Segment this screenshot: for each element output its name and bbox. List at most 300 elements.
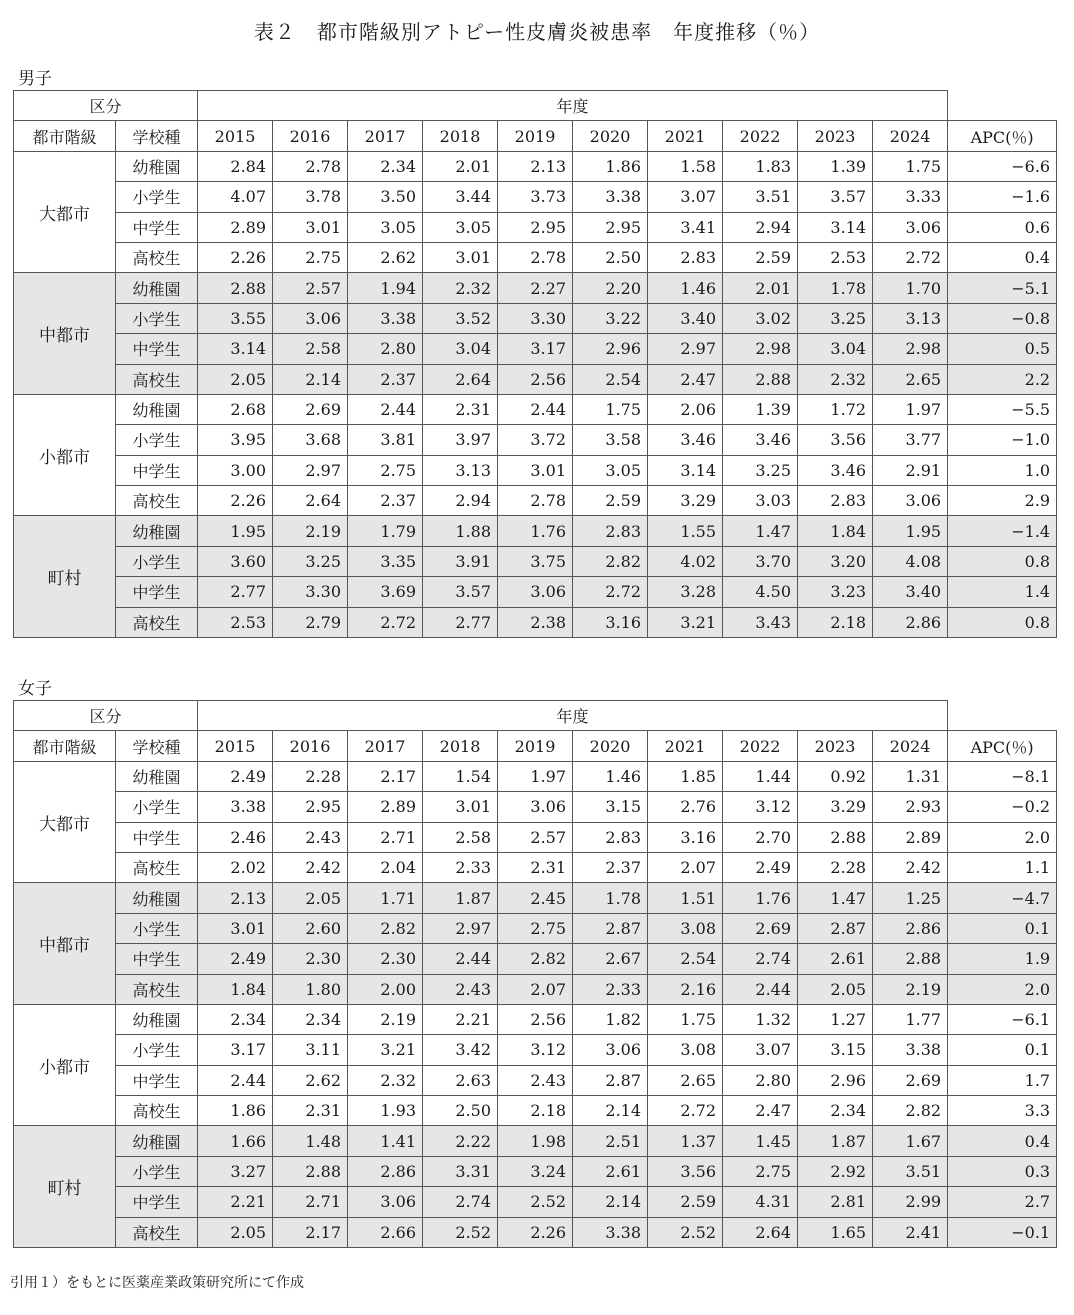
rate-cell: 3.56 bbox=[648, 1156, 723, 1186]
rate-cell: 2.44 bbox=[723, 974, 798, 1004]
apc-cell: −1.0 bbox=[948, 425, 1057, 455]
rate-cell: 2.44 bbox=[198, 1065, 273, 1095]
kubun-header: 区分 bbox=[14, 701, 198, 731]
rate-cell: 3.57 bbox=[423, 577, 498, 607]
rate-cell: 2.92 bbox=[798, 1156, 873, 1186]
apc-cell: 3.3 bbox=[948, 1096, 1057, 1126]
table-row bbox=[14, 394, 1057, 424]
rate-cell: 2.05 bbox=[273, 883, 348, 913]
table-row bbox=[14, 303, 1057, 333]
rate-cell: 3.01 bbox=[423, 792, 498, 822]
apc-cell: 2.0 bbox=[948, 974, 1057, 1004]
rate-cell: 3.95 bbox=[198, 425, 273, 455]
school-type-cell: 高校生 bbox=[116, 364, 198, 394]
rate-cell: 2.75 bbox=[498, 913, 573, 943]
rate-cell: 1.76 bbox=[723, 883, 798, 913]
rate-cell: 2.05 bbox=[798, 974, 873, 1004]
rate-cell: 3.11 bbox=[273, 1035, 348, 1065]
school-type-cell: 中学生 bbox=[116, 1065, 198, 1095]
rate-cell: 1.77 bbox=[873, 1004, 948, 1034]
rate-cell: 3.38 bbox=[573, 182, 648, 212]
rate-cell: 2.58 bbox=[273, 334, 348, 364]
table-row bbox=[14, 486, 1057, 516]
rate-cell: 3.70 bbox=[723, 546, 798, 576]
apc-cell: 1.4 bbox=[948, 577, 1057, 607]
rate-cell: 3.29 bbox=[798, 792, 873, 822]
rate-cell: 1.85 bbox=[648, 761, 723, 791]
rate-cell: 2.77 bbox=[198, 577, 273, 607]
year-header: 2021 bbox=[648, 121, 723, 151]
school-type-cell: 幼稚園 bbox=[116, 151, 198, 181]
school-type-cell: 高校生 bbox=[116, 1096, 198, 1126]
rate-cell: 2.95 bbox=[273, 792, 348, 822]
rate-cell: 3.05 bbox=[423, 212, 498, 242]
rate-cell: 1.88 bbox=[423, 516, 498, 546]
rate-cell: 2.16 bbox=[648, 974, 723, 1004]
rate-cell: 1.47 bbox=[798, 883, 873, 913]
rate-cell: 2.94 bbox=[723, 212, 798, 242]
rate-cell: 2.19 bbox=[348, 1004, 423, 1034]
rate-cell: 2.57 bbox=[498, 822, 573, 852]
table-row bbox=[14, 546, 1057, 576]
rate-cell: 1.70 bbox=[873, 273, 948, 303]
rate-cell: 2.26 bbox=[498, 1217, 573, 1247]
rate-cell: 2.78 bbox=[498, 486, 573, 516]
rate-cell: 1.87 bbox=[423, 883, 498, 913]
rate-cell: 2.49 bbox=[198, 944, 273, 974]
rate-cell: 2.78 bbox=[498, 242, 573, 272]
rate-cell: 2.44 bbox=[348, 394, 423, 424]
rate-cell: 2.65 bbox=[648, 1065, 723, 1095]
rate-cell: 2.01 bbox=[723, 273, 798, 303]
rate-cell: 4.50 bbox=[723, 577, 798, 607]
apc-cell: 2.0 bbox=[948, 822, 1057, 852]
school-type-cell: 小学生 bbox=[116, 913, 198, 943]
rate-cell: 1.51 bbox=[648, 883, 723, 913]
male-table bbox=[13, 90, 1057, 638]
rate-cell: 3.22 bbox=[573, 303, 648, 333]
rate-cell: 2.31 bbox=[273, 1096, 348, 1126]
rate-cell: 3.12 bbox=[723, 792, 798, 822]
year-header: 2023 bbox=[798, 731, 873, 761]
rate-cell: 0.92 bbox=[798, 761, 873, 791]
rate-cell: 2.46 bbox=[198, 822, 273, 852]
rate-cell: 2.88 bbox=[873, 944, 948, 974]
rate-cell: 2.33 bbox=[423, 852, 498, 882]
rate-cell: 1.82 bbox=[573, 1004, 648, 1034]
rate-cell: 3.15 bbox=[573, 792, 648, 822]
city-class-cell: 中都市 bbox=[14, 883, 116, 1005]
apc-cell: 2.7 bbox=[948, 1187, 1057, 1217]
rate-cell: 2.54 bbox=[648, 944, 723, 974]
rate-cell: 1.44 bbox=[723, 761, 798, 791]
rate-cell: 3.12 bbox=[498, 1035, 573, 1065]
rate-cell: 2.87 bbox=[573, 913, 648, 943]
table-row bbox=[14, 1004, 1057, 1034]
rate-cell: 1.48 bbox=[273, 1126, 348, 1156]
rate-cell: 2.26 bbox=[198, 486, 273, 516]
year-header: 2022 bbox=[723, 121, 798, 151]
rate-cell: 3.38 bbox=[873, 1035, 948, 1065]
rate-cell: 2.64 bbox=[423, 364, 498, 394]
school-type-cell: 高校生 bbox=[116, 607, 198, 637]
rate-cell: 2.28 bbox=[273, 761, 348, 791]
rate-cell: 2.30 bbox=[348, 944, 423, 974]
rate-cell: 1.39 bbox=[723, 394, 798, 424]
rate-cell: 3.81 bbox=[348, 425, 423, 455]
apc-cell: −0.1 bbox=[948, 1217, 1057, 1247]
rate-cell: 1.54 bbox=[423, 761, 498, 791]
table-row bbox=[14, 974, 1057, 1004]
rate-cell: 2.05 bbox=[198, 1217, 273, 1247]
school-type-cell: 小学生 bbox=[116, 1035, 198, 1065]
page-title: 表２ 都市階級別アトピー性皮膚炎被患率 年度推移（％） bbox=[253, 20, 821, 44]
rate-cell: 3.69 bbox=[348, 577, 423, 607]
rate-cell: 2.00 bbox=[348, 974, 423, 1004]
rate-cell: 2.61 bbox=[798, 944, 873, 974]
rate-cell: 1.46 bbox=[648, 273, 723, 303]
rate-cell: 2.61 bbox=[573, 1156, 648, 1186]
rate-cell: 2.82 bbox=[873, 1096, 948, 1126]
table-row bbox=[14, 1065, 1057, 1095]
apc-cell: 0.4 bbox=[948, 242, 1057, 272]
rate-cell: 3.41 bbox=[648, 212, 723, 242]
school-type-cell: 幼稚園 bbox=[116, 883, 198, 913]
rate-cell: 1.79 bbox=[348, 516, 423, 546]
school-type-cell: 中学生 bbox=[116, 944, 198, 974]
rate-cell: 2.21 bbox=[423, 1004, 498, 1034]
table-row bbox=[14, 577, 1057, 607]
kubun-header: 区分 bbox=[14, 91, 198, 121]
rate-cell: 2.75 bbox=[723, 1156, 798, 1186]
rate-cell: 3.00 bbox=[198, 455, 273, 485]
rate-cell: 2.41 bbox=[873, 1217, 948, 1247]
rate-cell: 3.13 bbox=[423, 455, 498, 485]
rate-cell: 2.07 bbox=[498, 974, 573, 1004]
apc-cell: 0.4 bbox=[948, 1126, 1057, 1156]
rate-cell: 3.44 bbox=[423, 182, 498, 212]
rate-cell: 3.03 bbox=[723, 486, 798, 516]
year-header: 2017 bbox=[348, 731, 423, 761]
rate-cell: 2.32 bbox=[798, 364, 873, 394]
year-header: 2024 bbox=[873, 731, 948, 761]
rate-cell: 1.58 bbox=[648, 151, 723, 181]
apc-cell: 2.9 bbox=[948, 486, 1057, 516]
school-type-cell: 高校生 bbox=[116, 974, 198, 1004]
year-header: 2020 bbox=[573, 731, 648, 761]
rate-cell: 2.83 bbox=[648, 242, 723, 272]
rate-cell: 3.46 bbox=[798, 455, 873, 485]
table-row bbox=[14, 212, 1057, 242]
year-header: 2017 bbox=[348, 121, 423, 151]
rate-cell: 3.51 bbox=[723, 182, 798, 212]
table-row bbox=[14, 455, 1057, 485]
footnote: 引用１）をもとに医薬産業政策研究所にて作成 bbox=[10, 1275, 304, 1291]
female-section-label: 女子 bbox=[18, 679, 52, 699]
table-row bbox=[14, 151, 1057, 181]
rate-cell: 3.16 bbox=[648, 822, 723, 852]
rate-cell: 2.67 bbox=[573, 944, 648, 974]
table-row bbox=[14, 1035, 1057, 1065]
city-class-cell: 小都市 bbox=[14, 1004, 116, 1126]
city-class-cell: 町村 bbox=[14, 1126, 116, 1248]
rate-cell: 2.65 bbox=[873, 364, 948, 394]
rate-cell: 2.82 bbox=[348, 913, 423, 943]
table-row bbox=[14, 1187, 1057, 1217]
apc-cell: 1.9 bbox=[948, 944, 1057, 974]
city-class-cell: 町村 bbox=[14, 516, 116, 638]
rate-cell: 2.59 bbox=[648, 1187, 723, 1217]
rate-cell: 2.18 bbox=[798, 607, 873, 637]
table-row bbox=[14, 761, 1057, 791]
rate-cell: 2.22 bbox=[423, 1126, 498, 1156]
school-type-cell: 中学生 bbox=[116, 212, 198, 242]
apc-cell: 1.0 bbox=[948, 455, 1057, 485]
rate-cell: 3.15 bbox=[798, 1035, 873, 1065]
table-row bbox=[14, 1096, 1057, 1126]
rate-cell: 2.19 bbox=[273, 516, 348, 546]
rate-cell: 3.40 bbox=[648, 303, 723, 333]
rate-cell: 1.39 bbox=[798, 151, 873, 181]
rate-cell: 2.89 bbox=[348, 792, 423, 822]
rate-cell: 2.72 bbox=[648, 1096, 723, 1126]
rate-cell: 3.25 bbox=[798, 303, 873, 333]
apc-cell: 0.1 bbox=[948, 1035, 1057, 1065]
rate-cell: 3.72 bbox=[498, 425, 573, 455]
apc-cell: 0.3 bbox=[948, 1156, 1057, 1186]
rate-cell: 2.77 bbox=[423, 607, 498, 637]
rate-cell: 3.56 bbox=[798, 425, 873, 455]
rate-cell: 3.46 bbox=[723, 425, 798, 455]
rate-cell: 3.17 bbox=[198, 1035, 273, 1065]
rate-cell: 3.04 bbox=[798, 334, 873, 364]
rate-cell: 1.55 bbox=[648, 516, 723, 546]
rate-cell: 1.46 bbox=[573, 761, 648, 791]
school-type-cell: 幼稚園 bbox=[116, 516, 198, 546]
rate-cell: 2.96 bbox=[573, 334, 648, 364]
rate-cell: 3.06 bbox=[873, 212, 948, 242]
rate-cell: 2.47 bbox=[648, 364, 723, 394]
rate-cell: 3.38 bbox=[198, 792, 273, 822]
school-type-cell: 小学生 bbox=[116, 303, 198, 333]
school-type-header: 学校種 bbox=[116, 731, 198, 761]
rate-cell: 2.51 bbox=[573, 1126, 648, 1156]
rate-cell: 2.80 bbox=[348, 334, 423, 364]
rate-cell: 1.87 bbox=[798, 1126, 873, 1156]
rate-cell: 1.78 bbox=[798, 273, 873, 303]
rate-cell: 2.96 bbox=[798, 1065, 873, 1095]
apc-cell: −0.2 bbox=[948, 792, 1057, 822]
rate-cell: 2.86 bbox=[348, 1156, 423, 1186]
rate-cell: 2.74 bbox=[723, 944, 798, 974]
apc-cell: −5.5 bbox=[948, 394, 1057, 424]
rate-cell: 2.57 bbox=[273, 273, 348, 303]
rate-cell: 3.29 bbox=[648, 486, 723, 516]
rate-cell: 2.89 bbox=[873, 822, 948, 852]
rate-cell: 2.81 bbox=[798, 1187, 873, 1217]
rate-cell: 2.28 bbox=[798, 852, 873, 882]
rate-cell: 4.31 bbox=[723, 1187, 798, 1217]
rate-cell: 2.79 bbox=[273, 607, 348, 637]
school-type-cell: 高校生 bbox=[116, 1217, 198, 1247]
rate-cell: 3.06 bbox=[498, 577, 573, 607]
year-header: 2016 bbox=[273, 121, 348, 151]
rate-cell: 3.46 bbox=[648, 425, 723, 455]
school-type-cell: 高校生 bbox=[116, 852, 198, 882]
rate-cell: 2.42 bbox=[873, 852, 948, 882]
rate-cell: 4.07 bbox=[198, 182, 273, 212]
rate-cell: 2.44 bbox=[423, 944, 498, 974]
rate-cell: 1.72 bbox=[798, 394, 873, 424]
rate-cell: 2.76 bbox=[648, 792, 723, 822]
rate-cell: 3.52 bbox=[423, 303, 498, 333]
rate-cell: 2.97 bbox=[423, 913, 498, 943]
rate-cell: 1.95 bbox=[198, 516, 273, 546]
rate-cell: 2.02 bbox=[198, 852, 273, 882]
rate-cell: 4.02 bbox=[648, 546, 723, 576]
rate-cell: 1.37 bbox=[648, 1126, 723, 1156]
rate-cell: 2.71 bbox=[348, 822, 423, 852]
rate-cell: 1.93 bbox=[348, 1096, 423, 1126]
rate-cell: 3.14 bbox=[648, 455, 723, 485]
empty-header-cell bbox=[948, 701, 1057, 731]
table-row bbox=[14, 852, 1057, 882]
year-header: 2023 bbox=[798, 121, 873, 151]
rate-cell: 2.95 bbox=[573, 212, 648, 242]
rate-cell: 2.88 bbox=[273, 1156, 348, 1186]
city-class-cell: 中都市 bbox=[14, 273, 116, 395]
rate-cell: 3.35 bbox=[348, 546, 423, 576]
rate-cell: 3.51 bbox=[873, 1156, 948, 1186]
rate-cell: 1.94 bbox=[348, 273, 423, 303]
rate-cell: 3.68 bbox=[273, 425, 348, 455]
rate-cell: 3.06 bbox=[498, 792, 573, 822]
rate-cell: 3.50 bbox=[348, 182, 423, 212]
year-header: 2019 bbox=[498, 731, 573, 761]
rate-cell: 3.07 bbox=[648, 182, 723, 212]
rate-cell: 2.33 bbox=[573, 974, 648, 1004]
rate-cell: 2.72 bbox=[573, 577, 648, 607]
school-type-cell: 高校生 bbox=[116, 242, 198, 272]
rate-cell: 2.14 bbox=[573, 1096, 648, 1126]
rate-cell: 3.60 bbox=[198, 546, 273, 576]
city-class-cell: 大都市 bbox=[14, 151, 116, 273]
rate-cell: 3.17 bbox=[498, 334, 573, 364]
rate-cell: 3.14 bbox=[798, 212, 873, 242]
rate-cell: 2.04 bbox=[348, 852, 423, 882]
city-class-cell: 小都市 bbox=[14, 394, 116, 516]
rate-cell: 3.57 bbox=[798, 182, 873, 212]
rate-cell: 1.86 bbox=[573, 151, 648, 181]
rate-cell: 2.37 bbox=[348, 486, 423, 516]
nendo-header: 年度 bbox=[198, 91, 948, 121]
header-row bbox=[14, 731, 1057, 761]
year-header: 2020 bbox=[573, 121, 648, 151]
apc-cell: 1.1 bbox=[948, 852, 1057, 882]
school-type-cell: 中学生 bbox=[116, 577, 198, 607]
rate-cell: 2.83 bbox=[573, 516, 648, 546]
rate-cell: 1.97 bbox=[873, 394, 948, 424]
rate-cell: 2.83 bbox=[573, 822, 648, 852]
year-header: 2015 bbox=[198, 731, 273, 761]
rate-cell: 2.32 bbox=[423, 273, 498, 303]
school-type-cell: 小学生 bbox=[116, 546, 198, 576]
rate-cell: 3.91 bbox=[423, 546, 498, 576]
rate-cell: 3.97 bbox=[423, 425, 498, 455]
rate-cell: 2.13 bbox=[198, 883, 273, 913]
year-header: 2021 bbox=[648, 731, 723, 761]
rate-cell: 2.82 bbox=[573, 546, 648, 576]
rate-cell: 2.69 bbox=[723, 913, 798, 943]
apc-header: APC(％) bbox=[948, 731, 1057, 761]
rate-cell: 2.69 bbox=[273, 394, 348, 424]
rate-cell: 2.66 bbox=[348, 1217, 423, 1247]
school-type-cell: 幼稚園 bbox=[116, 1126, 198, 1156]
rate-cell: 3.38 bbox=[573, 1217, 648, 1247]
school-type-cell: 幼稚園 bbox=[116, 761, 198, 791]
school-type-cell: 小学生 bbox=[116, 792, 198, 822]
rate-cell: 3.28 bbox=[648, 577, 723, 607]
rate-cell: 2.56 bbox=[498, 1004, 573, 1034]
apc-cell: 0.6 bbox=[948, 212, 1057, 242]
rate-cell: 2.01 bbox=[423, 151, 498, 181]
rate-cell: 2.45 bbox=[498, 883, 573, 913]
table-row bbox=[14, 182, 1057, 212]
rate-cell: 2.20 bbox=[573, 273, 648, 303]
rate-cell: 2.74 bbox=[423, 1187, 498, 1217]
table-row bbox=[14, 242, 1057, 272]
rate-cell: 3.06 bbox=[273, 303, 348, 333]
rate-cell: 3.30 bbox=[273, 577, 348, 607]
rate-cell: 3.01 bbox=[498, 455, 573, 485]
rate-cell: 2.34 bbox=[198, 1004, 273, 1034]
rate-cell: 2.93 bbox=[873, 792, 948, 822]
city-class-header: 都市階級 bbox=[14, 731, 116, 761]
apc-cell: 0.8 bbox=[948, 607, 1057, 637]
rate-cell: 1.31 bbox=[873, 761, 948, 791]
rate-cell: 2.62 bbox=[348, 242, 423, 272]
rate-cell: 2.82 bbox=[498, 944, 573, 974]
rate-cell: 2.53 bbox=[798, 242, 873, 272]
rate-cell: 2.27 bbox=[498, 273, 573, 303]
table-row bbox=[14, 334, 1057, 364]
rate-cell: 2.44 bbox=[498, 394, 573, 424]
rate-cell: 2.78 bbox=[273, 151, 348, 181]
rate-cell: 1.75 bbox=[873, 151, 948, 181]
rate-cell: 2.07 bbox=[648, 852, 723, 882]
rate-cell: 2.49 bbox=[198, 761, 273, 791]
rate-cell: 1.98 bbox=[498, 1126, 573, 1156]
school-type-cell: 幼稚園 bbox=[116, 1004, 198, 1034]
year-header: 2022 bbox=[723, 731, 798, 761]
rate-cell: 2.31 bbox=[498, 852, 573, 882]
rate-cell: 3.25 bbox=[273, 546, 348, 576]
apc-cell: −1.4 bbox=[948, 516, 1057, 546]
table-row bbox=[14, 822, 1057, 852]
table-row bbox=[14, 1126, 1057, 1156]
year-header: 2016 bbox=[273, 731, 348, 761]
school-type-header: 学校種 bbox=[116, 121, 198, 151]
rate-cell: 2.06 bbox=[648, 394, 723, 424]
city-class-cell: 大都市 bbox=[14, 761, 116, 883]
rate-cell: 3.38 bbox=[348, 303, 423, 333]
rate-cell: 3.43 bbox=[723, 607, 798, 637]
rate-cell: 2.58 bbox=[423, 822, 498, 852]
table-row bbox=[14, 883, 1057, 913]
rate-cell: 2.59 bbox=[573, 486, 648, 516]
rate-cell: 1.65 bbox=[798, 1217, 873, 1247]
rate-cell: 2.99 bbox=[873, 1187, 948, 1217]
